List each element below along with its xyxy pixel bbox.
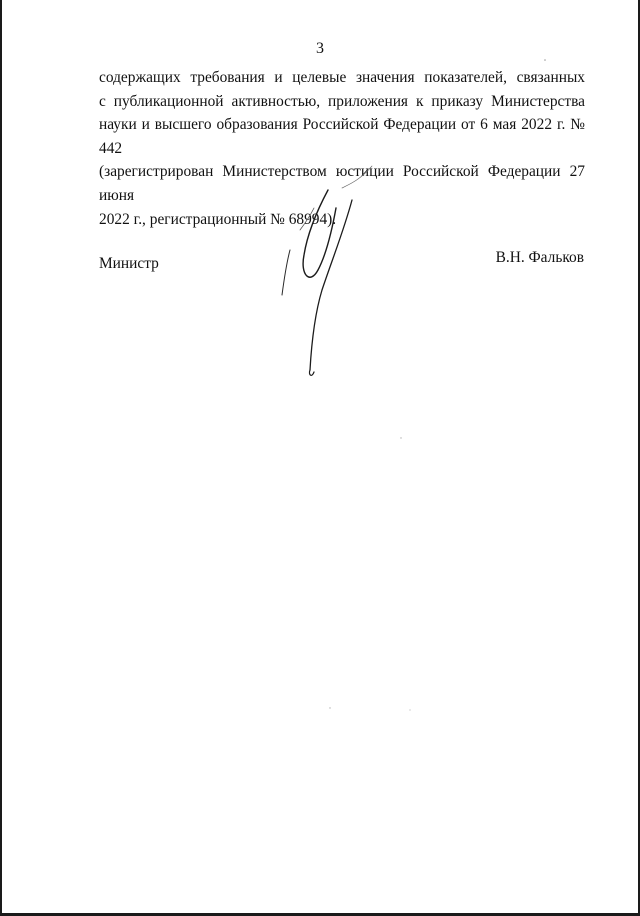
scan-left-edge: [0, 0, 2, 916]
body-line: с публикационной активностью, приложения к приказу Министерства: [99, 92, 585, 110]
signatory-role: Министр: [99, 255, 159, 272]
signatory-name: В.Н. Фальков: [495, 249, 584, 266]
body-line: (зарегистрирован Министерством юстиции Российской Федерации 27 июня: [99, 163, 585, 204]
handwritten-signature: [270, 160, 390, 380]
page-number: 3: [316, 40, 324, 57]
body-line: 2022 г., регистрационный № 68994).: [99, 210, 337, 228]
body-line: науки и высшего образования Российской Федерации от 6 мая 2022 г. № 442: [99, 116, 585, 157]
body-line: содержащих требования и целевые значения показателей, связанных: [99, 69, 585, 86]
